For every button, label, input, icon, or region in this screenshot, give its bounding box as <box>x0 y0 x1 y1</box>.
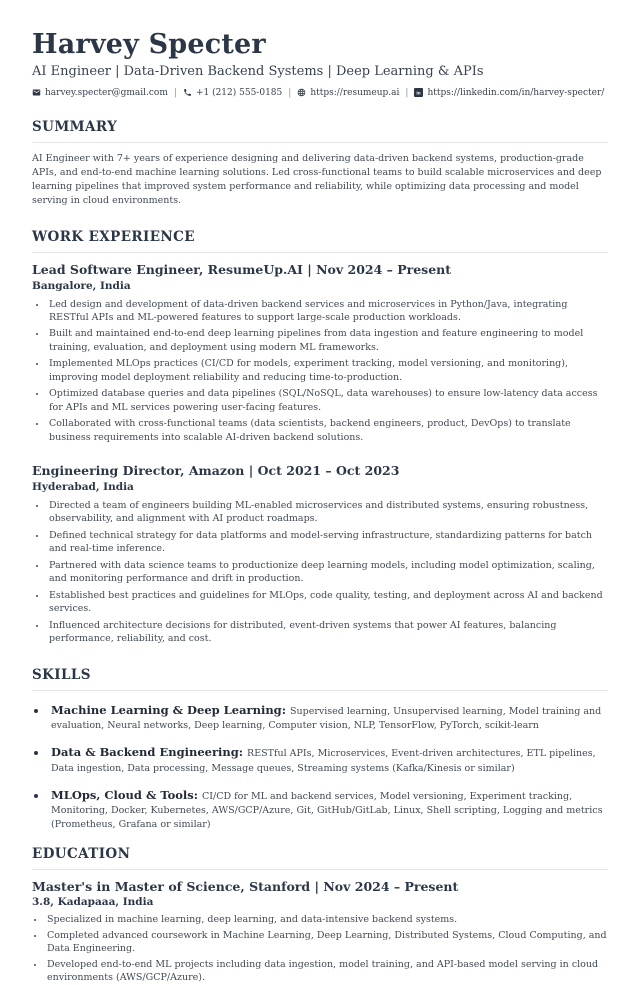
skill-text: Supervised learning, Unsupervised learning, Model training and evaluation, Neural networks, Deep learning, Computer vision, NLP, TensorFlow, PyTorch, scikit-learn <box>51 705 602 732</box>
candidate-title: AI Engineer | Data-Driven Backend Systems | Deep Learning & APIs <box>32 63 484 79</box>
contact-phone <box>183 88 282 98</box>
email-icon <box>32 88 41 97</box>
job-bullet: • Implemented MLOps practices (CI/CD for models, experiment tracking, model versioning, and monitoring), improving model deployment reliability and reducing time-to-production. <box>47 357 608 384</box>
job-bullet-list <box>47 499 608 646</box>
summary-section <box>32 119 608 208</box>
education-heading: EDUCATION <box>32 846 608 870</box>
education-bullet: • Specialized in machine learning, deep learning, and data-intensive backend systems. <box>45 913 608 926</box>
job-title: Lead Software Engineer, ResumeUp.AI | Nov 2024 – Present <box>32 261 452 277</box>
contact-email <box>32 88 168 98</box>
summary-heading: SUMMARY <box>32 119 608 143</box>
education-entry <box>32 879 608 985</box>
svg-text:in: in <box>416 91 422 97</box>
skill-text: RESTful APIs, Microservices, Event-driven architectures, ETL pipelines, Data ingestion, Data processing, Message queues, Streaming systems (Kafka/Kinesis or similar) <box>51 748 596 774</box>
contact-separator: | <box>288 87 292 98</box>
job-bullet: • Influenced architecture decisions for distributed, event-driven systems that power AI features, balancing performance, reliability, and cost. <box>47 619 608 646</box>
job-entry-amazon <box>32 463 608 645</box>
contact-linkedin-text: https://linkedin.com/in/harvey-specter/ <box>427 87 605 98</box>
job-bullet: • Led design and development of data-driven backend services and microservices in Python/Java, integrating RESTful APIs and ML-powered features to support large-scale production workloads. <box>47 298 608 325</box>
education-section <box>32 846 608 985</box>
job-title: Engineering Director, Amazon | Oct 2021 – Oct 2023 <box>32 463 400 479</box>
resume-header <box>32 30 608 98</box>
contact-linkedin <box>414 88 604 98</box>
work-experience-section <box>32 229 608 646</box>
job-bullet: • Directed a team of engineers building ML-enabled microservices and distributed systems, ensuring robustness, observability, and alignment with AI product roadmaps. <box>47 499 608 526</box>
job-bullet: • Established best practices and guidelines for MLOps, code quality, testing, and deployment across AI and backend services. <box>47 589 608 616</box>
summary-text: AI Engineer with 7+ years of experience designing and delivering data-driven backend systems, production-grade APIs, and end-to-end machine learning solutions. Led cross-functional teams to build scalable microservices and deep learning pipelines that improved system performance and reliability, while optimizing data processing and model serving in cloud environments. <box>32 152 602 206</box>
contact-separator: | <box>405 87 409 98</box>
skills-section <box>32 667 608 833</box>
education-bullet-list <box>45 913 608 984</box>
education-degree: Master's in Master of Science, Stanford | Nov 2024 – Present <box>32 878 459 894</box>
job-entry-resumeup <box>32 262 608 444</box>
education-bullet: • Developed end-to-end ML projects including data ingestion, model training, and API-based model serving in cloud environments (AWS/GCP/Azure). <box>45 958 608 985</box>
job-bullet: • Optimized database queries and data pipelines (SQL/NoSQL, data warehouses) to ensure low-latency data access for APIs and ML services powering user-facing features. <box>47 387 608 414</box>
skill-item-mlops <box>48 786 608 833</box>
linkedin-icon <box>414 88 423 97</box>
contact-website <box>297 88 399 98</box>
education-bullet: • Completed advanced coursework in Machine Learning, Deep Learning, Distributed Systems, Cloud Computing, and Data Engineering. <box>45 929 608 956</box>
contact-row <box>32 88 608 98</box>
skills-heading: SKILLS <box>32 667 608 691</box>
skill-item-data-backend <box>48 743 608 776</box>
phone-icon <box>183 88 192 97</box>
job-bullet: • Defined technical strategy for data platforms and model-serving infrastructure, standardizing patterns for batch and real-time inference. <box>47 529 608 556</box>
skill-label: Data & Backend Engineering: <box>51 745 244 760</box>
skill-label: MLOps, Cloud & Tools: <box>51 787 199 802</box>
skill-text: CI/CD for ML and backend services, Model versioning, Experiment tracking, Monitoring, Docker, Kubernetes, AWS/GCP/Azure, Git, GitHub/GitLab, Linux, Shell scripting, Logging and metrics (Prometheus, Grafana or similar) <box>51 790 603 831</box>
contact-separator: | <box>173 87 177 98</box>
contact-phone-text: +1 (212) 555-0185 <box>195 87 283 98</box>
contact-email-text: harvey.specter@gmail.com <box>45 87 168 98</box>
job-bullet: • Collaborated with cross-functional teams (data scientists, backend engineers, product, DevOps) to translate business requirements into scalable AI-driven backend solutions. <box>47 417 608 444</box>
globe-icon <box>297 88 306 97</box>
candidate-name: Harvey Specter <box>32 29 266 60</box>
job-bullet: • Partnered with data science teams to productionize deep learning models, including model optimization, scaling, and monitoring performance and drift in production. <box>47 559 608 586</box>
job-location: Bangalore, India <box>32 279 131 292</box>
skills-list <box>48 701 608 833</box>
job-bullet-list <box>47 298 608 445</box>
skill-item-ml <box>48 701 608 734</box>
skill-label: Machine Learning & Deep Learning: <box>51 702 286 717</box>
education-detail: 3.8, Kadapaaa, India <box>32 896 154 909</box>
job-location: Hyderabad, India <box>32 480 134 493</box>
work-experience-heading: WORK EXPERIENCE <box>32 229 608 253</box>
job-bullet: • Built and maintained end-to-end deep learning pipelines from data ingestion and feature engineering to model training, evaluation, and deployment using modern ML frameworks. <box>47 327 608 354</box>
contact-website-text: https://resumeup.ai <box>310 87 400 98</box>
